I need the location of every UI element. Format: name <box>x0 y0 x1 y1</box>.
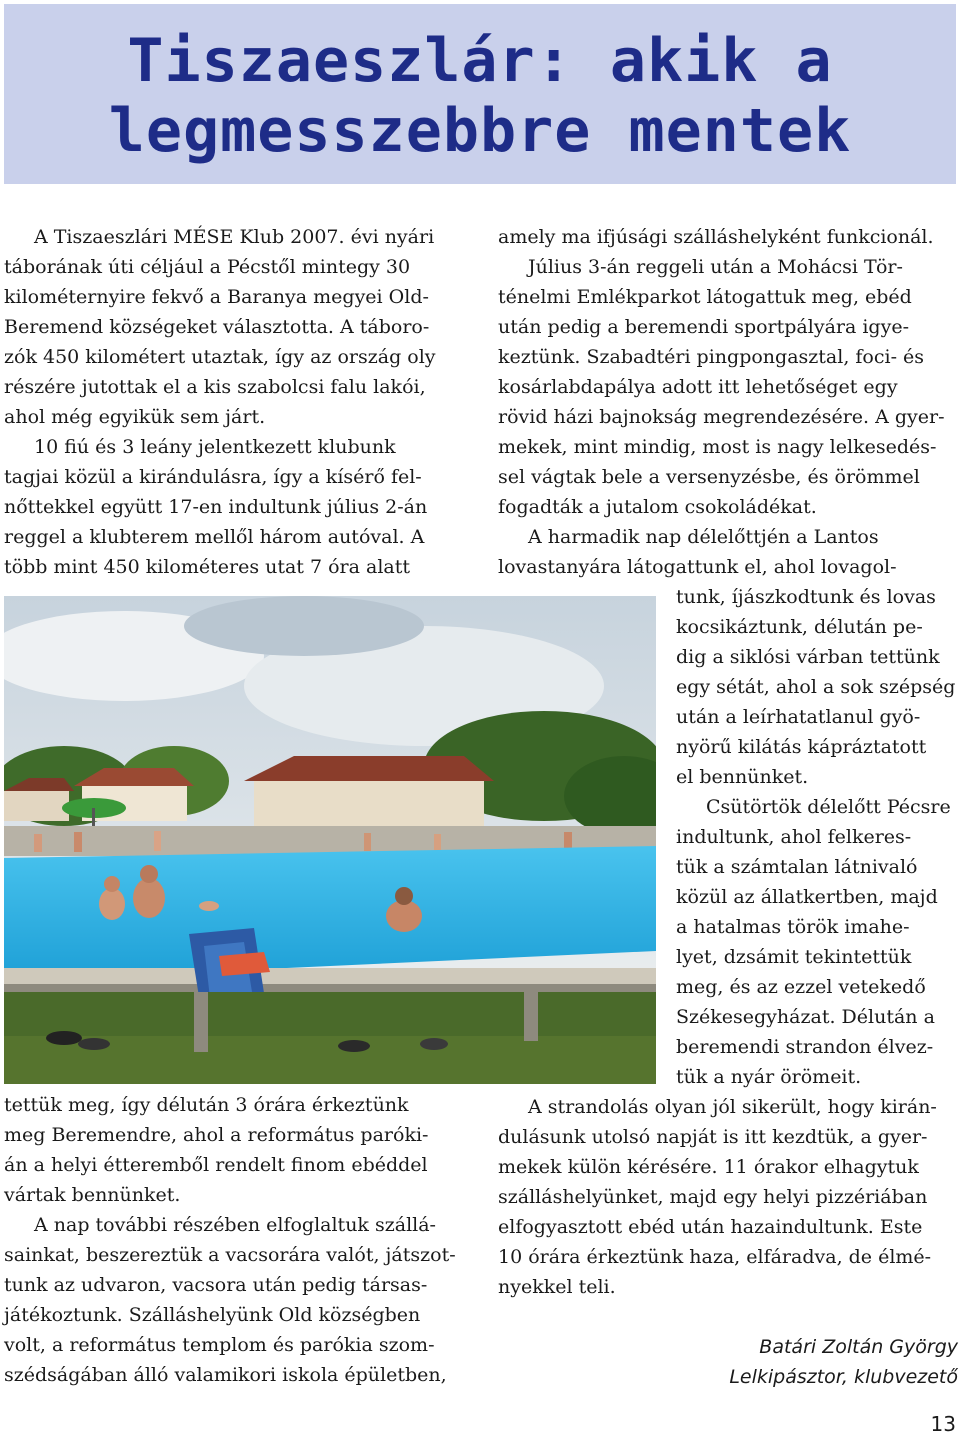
paragraph-day-three-narrow <box>676 582 955 792</box>
text-line: részére jutottak el a kis szabolcsi falu lakói, <box>4 376 426 398</box>
text-line: ténelmi Emlékparkot látogattuk meg, ebéd <box>498 286 912 308</box>
paragraph-day-two <box>498 252 945 522</box>
text-line: tettük meg, így délután 3 órára érkeztünk <box>4 1094 409 1116</box>
text-line: Beremend községeket választotta. A táboro- <box>4 316 430 338</box>
text-line: keztünk. Szabadtéri pingpongasztal, foci- és <box>498 346 925 368</box>
text-line: meg, és az ezzel vetekedő <box>676 976 926 998</box>
text-line: dulásunk utolsó napját is itt kezdtük, a gyer- <box>498 1126 928 1148</box>
text-line: után a leírhatatlanul gyö- <box>676 706 921 728</box>
text-line: volt, a református templom és parókia szom- <box>4 1334 435 1356</box>
text-line: A Tiszaeszlári MÉSE Klub 2007. évi nyári <box>34 226 435 248</box>
paragraph-first-day <box>4 1210 456 1390</box>
text-line: Székesegyházat. Délután a <box>676 1006 935 1028</box>
text-line: Július 3-án reggeli után a Mohácsi Tör- <box>528 256 903 278</box>
text-line: A strandolás olyan jól sikerült, hogy kirán- <box>528 1096 937 1118</box>
paragraph-arrival <box>4 1090 428 1210</box>
text-line: sainkat, beszereztük a vacsorára valót, játszot- <box>4 1244 456 1266</box>
text-line: kilométernyire fekvő a Baranya megyei Old- <box>4 286 429 308</box>
article-title-line-1: Tiszaeszlár: akik a <box>127 26 833 96</box>
text-line: indultunk, ahol felkeres- <box>676 826 912 848</box>
paragraph-intro <box>4 222 436 432</box>
page-number: 13 <box>930 1412 956 1436</box>
text-line: Csütörtök délelőtt Pécsre <box>706 796 951 818</box>
text-line: dig a siklósi várban tettünk <box>676 646 940 668</box>
text-line: tunk az udvaron, vacsora után pedig társas- <box>4 1274 428 1296</box>
text-line: a hatalmas török imahe- <box>676 916 910 938</box>
text-line: lovastanyára látogattunk el, ahol lovagol- <box>498 556 897 578</box>
text-line: A nap további részében elfoglaltuk szállá- <box>34 1214 436 1236</box>
text-line: után pedig a beremendi sportpályára igye- <box>498 316 909 338</box>
text-line: kocsikáztunk, délután pe- <box>676 616 923 638</box>
text-line: el bennünket. <box>676 766 809 788</box>
text-line: szédságában álló valamikori iskola épületben, <box>4 1364 447 1386</box>
text-line: tük a számtalan látnivaló <box>676 856 918 878</box>
text-line: egy sétát, ahol a sok szépség <box>676 676 956 698</box>
paragraph-accommodation-cont <box>498 222 934 252</box>
text-line: elfogyasztott ebéd után hazaindultunk. Este <box>498 1216 923 1238</box>
title-band <box>4 4 956 184</box>
text-line: tük a nyár örömeit. <box>676 1066 862 1088</box>
paragraph-last-day <box>498 1092 937 1302</box>
text-line: zók 450 kilométert utaztak, így az ország oly <box>4 346 436 368</box>
article-title-line-2: legmesszebbre mentek <box>108 96 852 166</box>
pool-photo <box>4 596 656 1084</box>
paragraph-day-three <box>498 522 897 582</box>
text-line: 10 fiú és 3 leány jelentkezett klubunk <box>34 436 396 458</box>
text-line: több mint 450 kilométeres utat 7 óra alatt <box>4 556 411 578</box>
text-line: A harmadik nap délelőttjén a Lantos <box>528 526 879 548</box>
text-line: reggel a klubterem mellől három autóval. A <box>4 526 425 548</box>
text-line: nőttekkel együtt 17-en indultunk július 2-án <box>4 496 428 518</box>
text-line: tunk, íjászkodtunk és lovas <box>676 586 936 608</box>
text-line: kosárlabdapálya adott itt lehetőséget egy <box>498 376 898 398</box>
text-line: beremendi strandon élvez- <box>676 1036 934 1058</box>
text-line: játékoztunk. Szálláshelyünk Old községben <box>4 1304 421 1326</box>
text-line: sel vágtak bele a versenyzésbe, és örömmel <box>498 466 920 488</box>
text-line: 10 órára érkeztünk haza, elfáradva, de élmé- <box>498 1246 932 1268</box>
author-role: Lelkipásztor, klubvezető <box>729 1366 958 1388</box>
text-line: fogadták a jutalom csokoládékat. <box>498 496 817 518</box>
text-line: ahol még egyikük sem járt. <box>4 406 266 428</box>
text-line: lyet, dzsámit tekintettük <box>676 946 912 968</box>
paragraph-participants <box>4 432 427 582</box>
text-line: amely ma ifjúsági szálláshelyként funkcionál. <box>498 226 934 248</box>
text-line: nyekkel teli. <box>498 1276 616 1298</box>
text-line: nyörű kilátás kápráztatott <box>676 736 927 758</box>
text-line: szálláshelyünket, majd egy helyi pizzériában <box>498 1186 928 1208</box>
text-line: án a helyi étteremből rendelt finom ebéddel <box>4 1154 428 1176</box>
text-line: közül az állatkertben, majd <box>676 886 938 908</box>
author-name: Batári Zoltán György <box>759 1336 958 1358</box>
text-line: mekek, mint mindig, most is nagy lelkesedés- <box>498 436 937 458</box>
text-line: mekek külön kérésére. 11 órakor elhagytuk <box>498 1156 919 1178</box>
text-line: vártak bennünket. <box>4 1184 181 1206</box>
text-line: tagjai közül a kirándulásra, így a kísérő fel- <box>4 466 422 488</box>
text-line: rövid házi bajnokság megrendezésére. A gyer- <box>498 406 945 428</box>
paragraph-thursday <box>676 792 951 1092</box>
text-line: táborának úti céljául a Pécstől mintegy 30 <box>4 256 411 278</box>
text-line: meg Beremendre, ahol a református paróki- <box>4 1124 429 1146</box>
